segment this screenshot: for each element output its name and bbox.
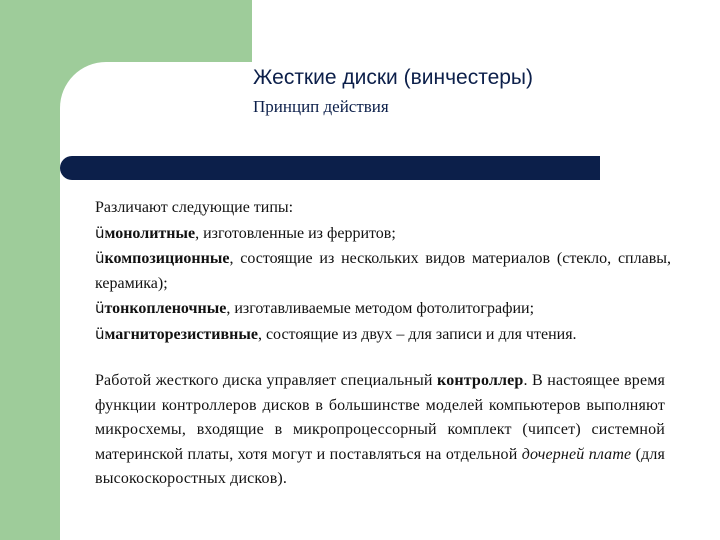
list-item-text: , изготавливаемые методом фотолитографии; <box>226 300 535 317</box>
list-item-term: тонкопленочные <box>104 300 227 317</box>
list-intro: Различают следующие типы: <box>95 199 294 216</box>
types-list <box>95 196 671 347</box>
controller-paragraph <box>95 369 665 492</box>
list-item <box>95 296 671 322</box>
list-item <box>95 221 671 247</box>
list-item-term: магниторезистивные <box>104 325 258 343</box>
list-item <box>95 322 671 348</box>
paragraph-text: . В настоящее время функции контроллеров дисков в большинстве моделей компьютеров выполняют микросхемы, входящие в микропроцессорный комплект (чипсет) системной материнской платы, хотя могут и поставляться на отдельной <box>95 372 665 463</box>
slide-subtitle: Принцип действия <box>253 97 389 116</box>
checkmark-icon: ü <box>95 299 105 317</box>
checkmark-icon: ü <box>95 249 105 267</box>
checkmark-icon: ü <box>95 223 105 242</box>
paragraph-text: Работой жесткого диска управляет специальный <box>95 372 438 389</box>
list-item-term: монолитные <box>104 224 196 242</box>
list-item-text: , состоящие из нескольких видов материалов (стекло, сплавы, керамика); <box>95 250 671 292</box>
daughter-board-term: дочерней плате <box>521 445 632 463</box>
list-item-text: , состоящие из двух – для записи и для чтения. <box>257 325 577 343</box>
title-divider-bar <box>60 156 600 180</box>
paragraph-text: (для высокоскоростных дисков). <box>95 445 666 487</box>
list-item <box>95 246 671 296</box>
slide-title: Жесткие диски (винчестеры) <box>253 66 534 89</box>
controller-term: контроллер <box>437 372 524 389</box>
checkmark-icon: ü <box>95 324 105 343</box>
list-item-term: композиционные <box>104 250 230 267</box>
list-item-text: , изготовленные из ферритов; <box>195 224 396 242</box>
